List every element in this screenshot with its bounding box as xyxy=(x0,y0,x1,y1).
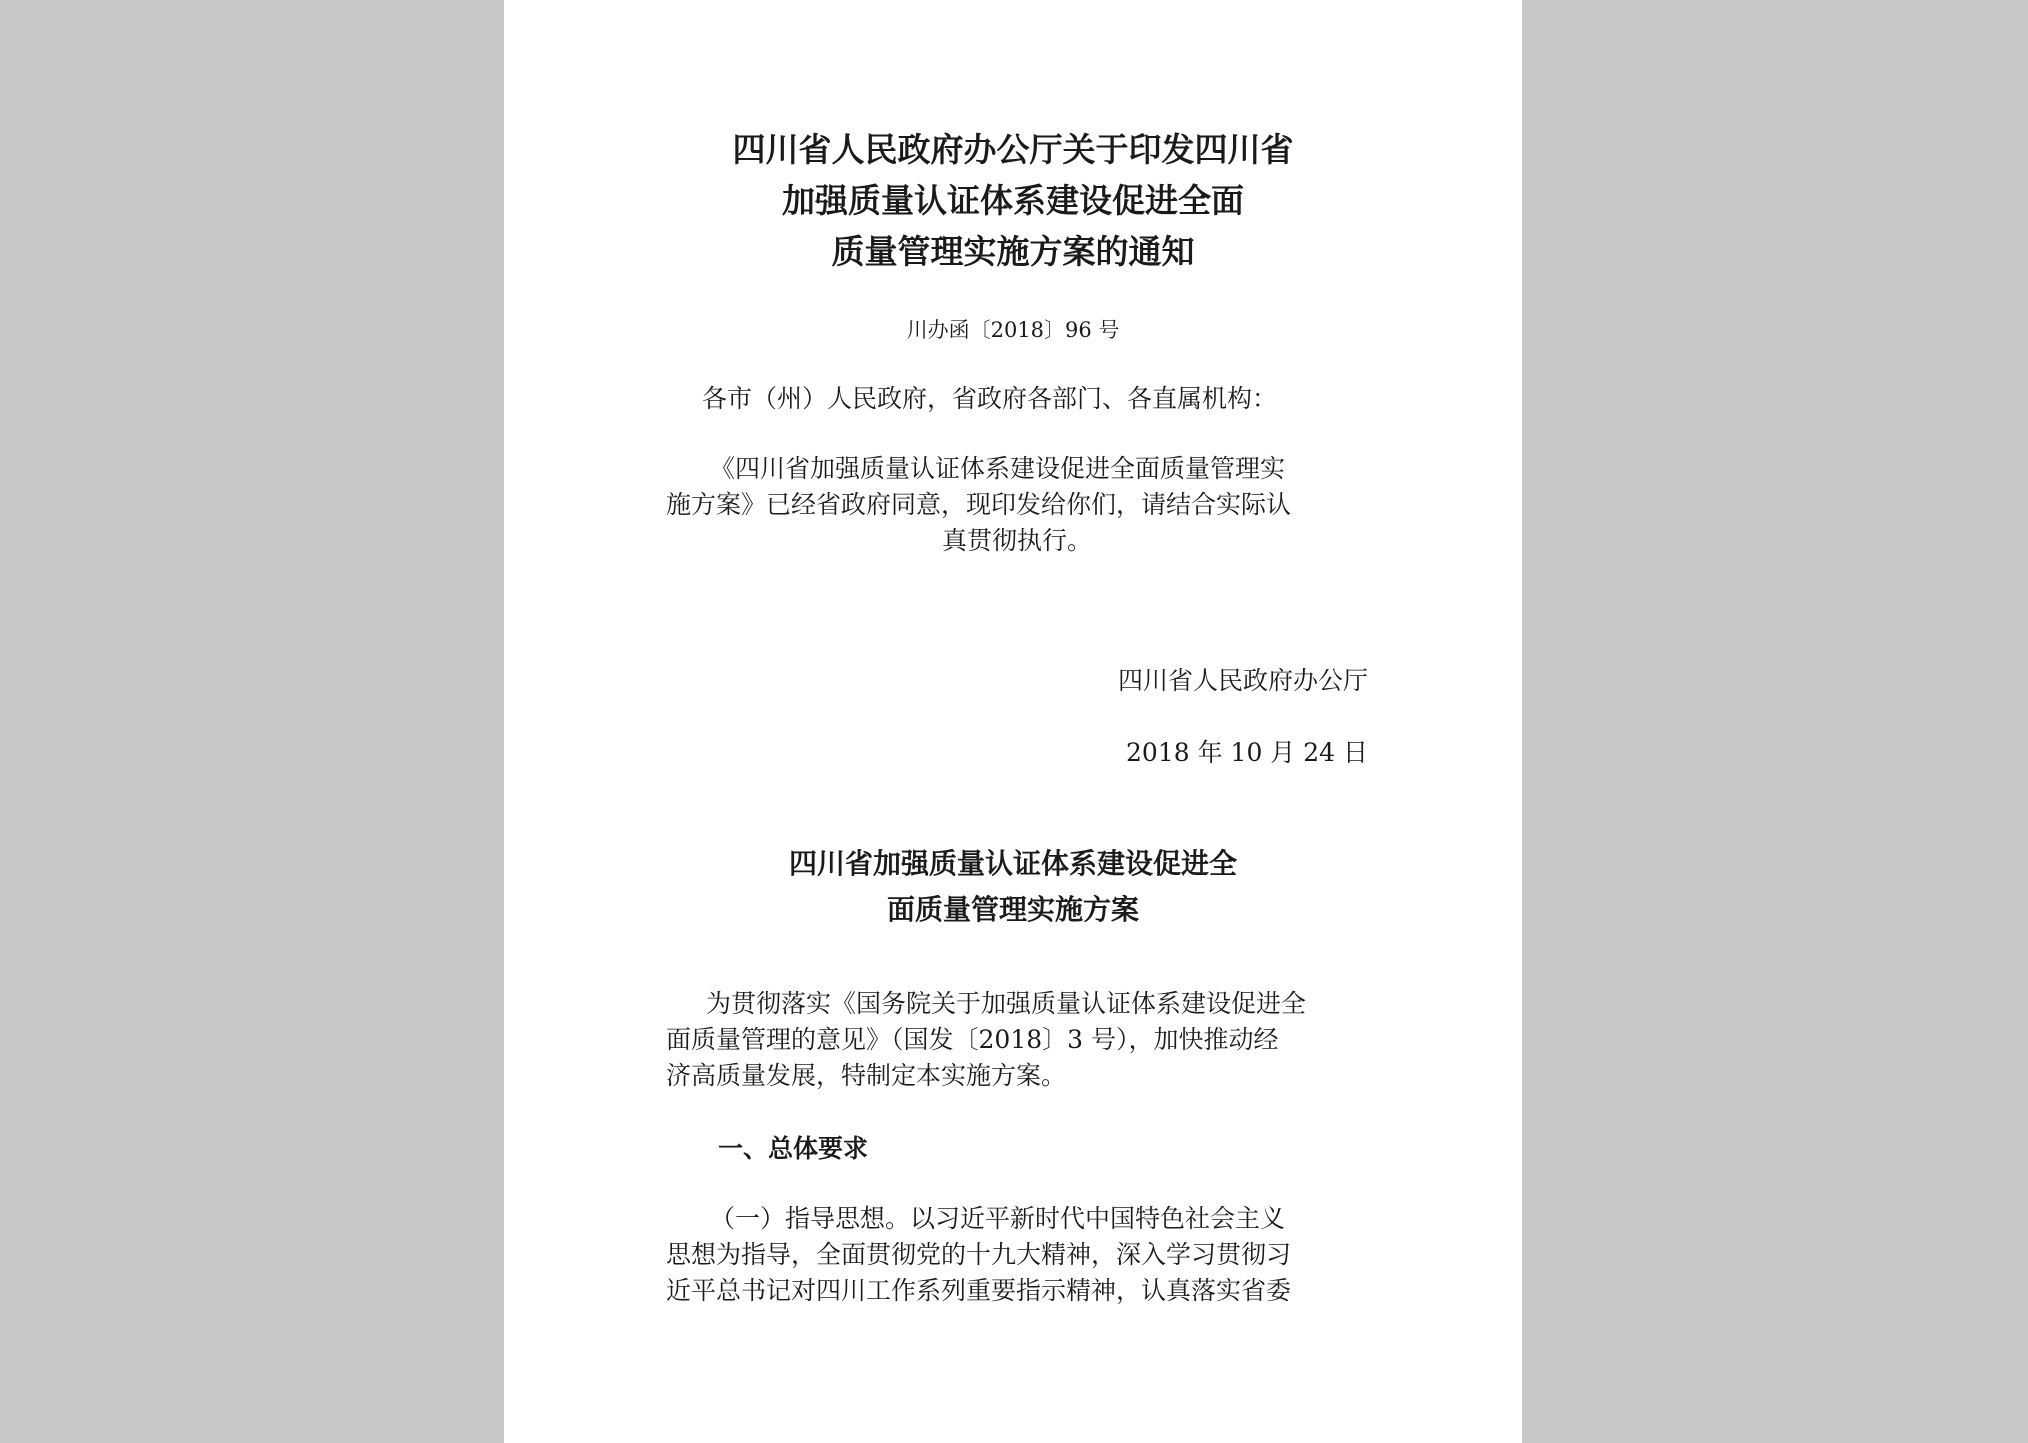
paragraph-line: （一）指导思想。以习近平新时代中国特色社会主义 xyxy=(710,1204,1286,1233)
addressee xyxy=(666,381,1368,417)
title-line: 质量管理实施方案的通知 xyxy=(831,232,1195,271)
section-heading: 一、总体要求 xyxy=(718,1134,869,1163)
paragraph-line: 思想为指导，全面贯彻党的十九大精神，深入学习贯彻习 xyxy=(666,1240,1292,1269)
paragraph-line: 近平总书记对四川工作系列重要指示精神，认真落实省委 xyxy=(666,1276,1292,1305)
paragraph-line: 为贯彻落实《国务院关于加强质量认证体系建设促进全 xyxy=(706,989,1307,1018)
title-line: 四川省人民政府办公厅关于印发四川省 xyxy=(732,130,1294,169)
date-block xyxy=(666,735,1368,771)
date: 2018 年 10 月 24 日 xyxy=(1126,738,1368,767)
addressee-text: 各市（州）人民政府，省政府各部门、各直属机构： xyxy=(702,384,1278,413)
document-title xyxy=(504,124,1522,277)
paragraph-line: 面质量管理的意见》（国发〔2018〕3 号），加快推动经 xyxy=(666,1025,1279,1054)
paragraph-line: 真贯彻执行。 xyxy=(941,526,1092,555)
paragraph-line: 《四川省加强质量认证体系建设促进全面质量管理实 xyxy=(710,454,1286,483)
paragraph-line: 施方案》已经省政府同意，现印发给你们，请结合实际认 xyxy=(666,490,1292,519)
notice-paragraph xyxy=(666,451,1368,559)
signature-block xyxy=(666,663,1368,699)
document-number: 川办函〔2018〕96 号 xyxy=(906,318,1120,342)
guiding-paragraph xyxy=(666,1201,1368,1309)
document-page xyxy=(504,0,1522,1443)
plan-title xyxy=(504,841,1522,933)
paragraph-line: 济高质量发展，特制定本实施方案。 xyxy=(666,1061,1067,1090)
intro-paragraph xyxy=(666,986,1368,1094)
title-line: 加强质量认证体系建设促进全面 xyxy=(782,181,1244,220)
signature: 四川省人民政府办公厅 xyxy=(1117,666,1368,695)
plan-title-line: 四川省加强质量认证体系建设促进全 xyxy=(788,847,1237,880)
plan-title-line: 面质量管理实施方案 xyxy=(886,893,1139,926)
